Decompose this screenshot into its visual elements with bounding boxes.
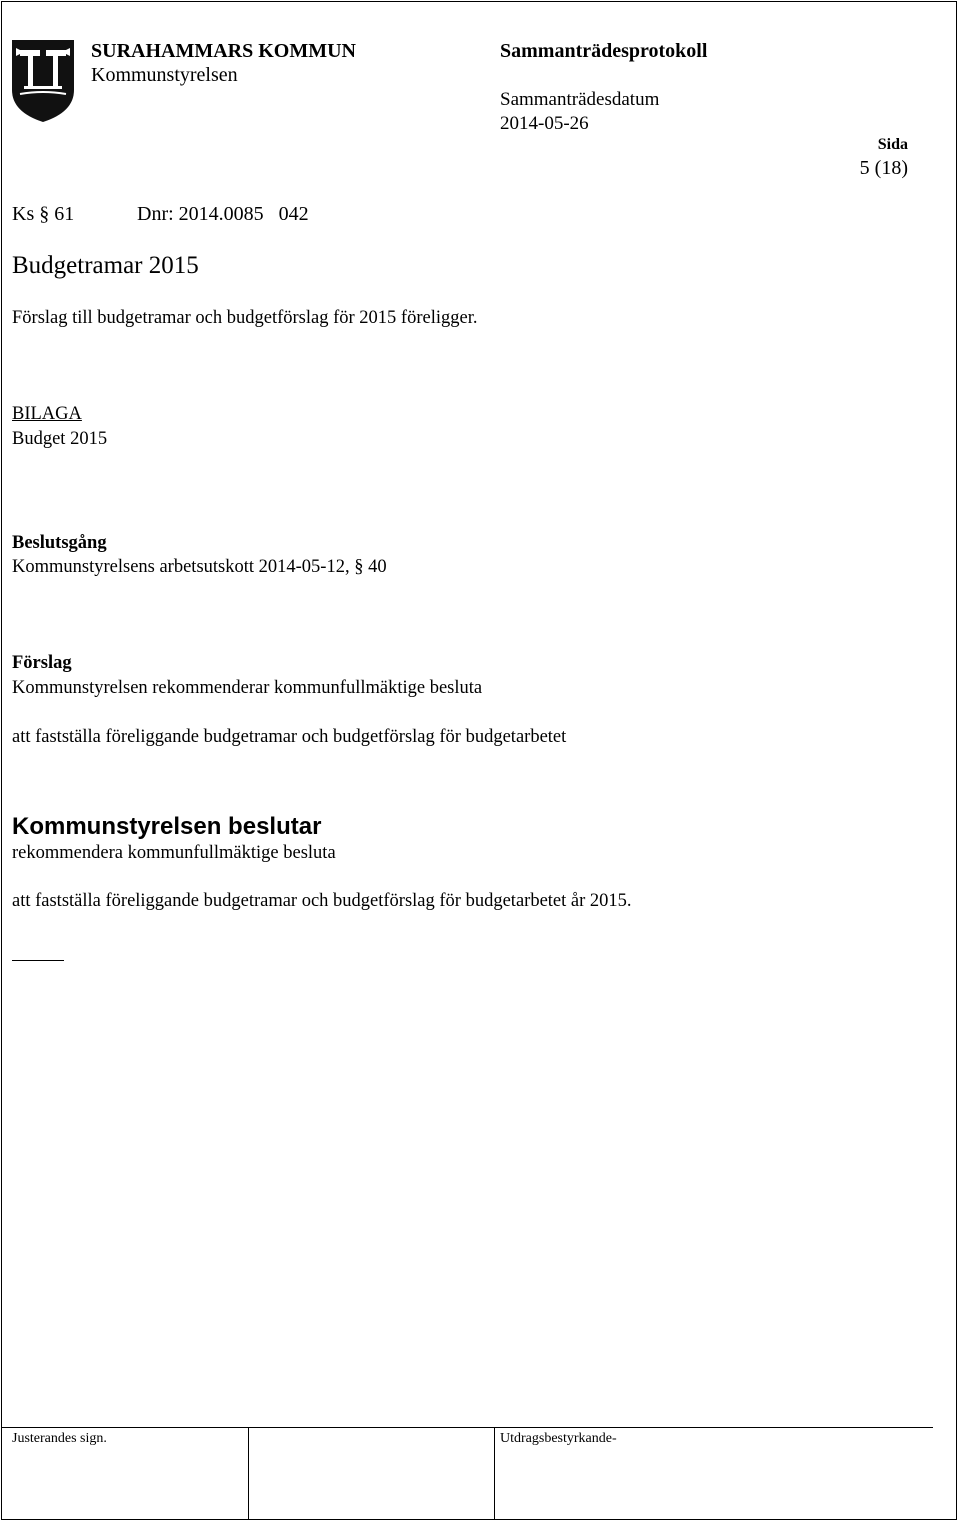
municipality-name: SURAHAMMARS KOMMUN bbox=[91, 40, 356, 62]
document-title: Budgetramar 2015 bbox=[12, 252, 199, 279]
process-heading: Beslutsgång bbox=[12, 533, 107, 553]
attachment-label: BILAGA bbox=[12, 404, 82, 424]
proposal-heading: Förslag bbox=[12, 653, 72, 673]
decision-heading: Kommunstyrelsen beslutar bbox=[12, 813, 322, 840]
page-label: Sida bbox=[877, 136, 908, 153]
page-frame bbox=[1, 1, 957, 1520]
footer-column-divider bbox=[494, 1427, 495, 1520]
case-dnr: Dnr: 2014.0085 042 bbox=[137, 203, 309, 225]
attachment-name: Budget 2015 bbox=[12, 429, 108, 449]
process-text: Kommunstyrelsens arbetsutskott 2014-05-12, § 40 bbox=[12, 557, 387, 577]
coat-of-arms-icon bbox=[10, 38, 76, 124]
organization-body: Kommunstyrelsen bbox=[91, 64, 238, 86]
footer-divider bbox=[1, 1427, 933, 1428]
footer-utdrag-label: Utdragsbestyrkande- bbox=[500, 1431, 617, 1446]
end-rule bbox=[12, 960, 64, 961]
case-reference bbox=[12, 203, 309, 226]
page-number: 5 (18) bbox=[859, 157, 908, 179]
proposal-line-2: att fastställa föreliggande budgetramar och budgetförslag för budgetarbetet bbox=[12, 727, 567, 747]
intro-text: Förslag till budgetramar och budgetförslag för 2015 föreligger. bbox=[12, 308, 478, 328]
footer-column-divider bbox=[248, 1427, 249, 1520]
decision-line-2: att fastställa föreliggande budgetramar och budgetförslag för budgetarbetet år 2015. bbox=[12, 891, 632, 911]
meeting-date: 2014-05-26 bbox=[500, 113, 589, 134]
decision-line-1: rekommendera kommunfullmäktige besluta bbox=[12, 843, 336, 863]
footer-justering-label: Justerandes sign. bbox=[12, 1431, 107, 1446]
case-paragraph: Ks § 61 bbox=[12, 203, 75, 225]
document-type: Sammanträdesprotokoll bbox=[500, 40, 708, 62]
meeting-date-label: Sammanträdesdatum bbox=[500, 89, 660, 110]
proposal-line-1: Kommunstyrelsen rekommenderar kommunfullmäktige besluta bbox=[12, 678, 483, 698]
